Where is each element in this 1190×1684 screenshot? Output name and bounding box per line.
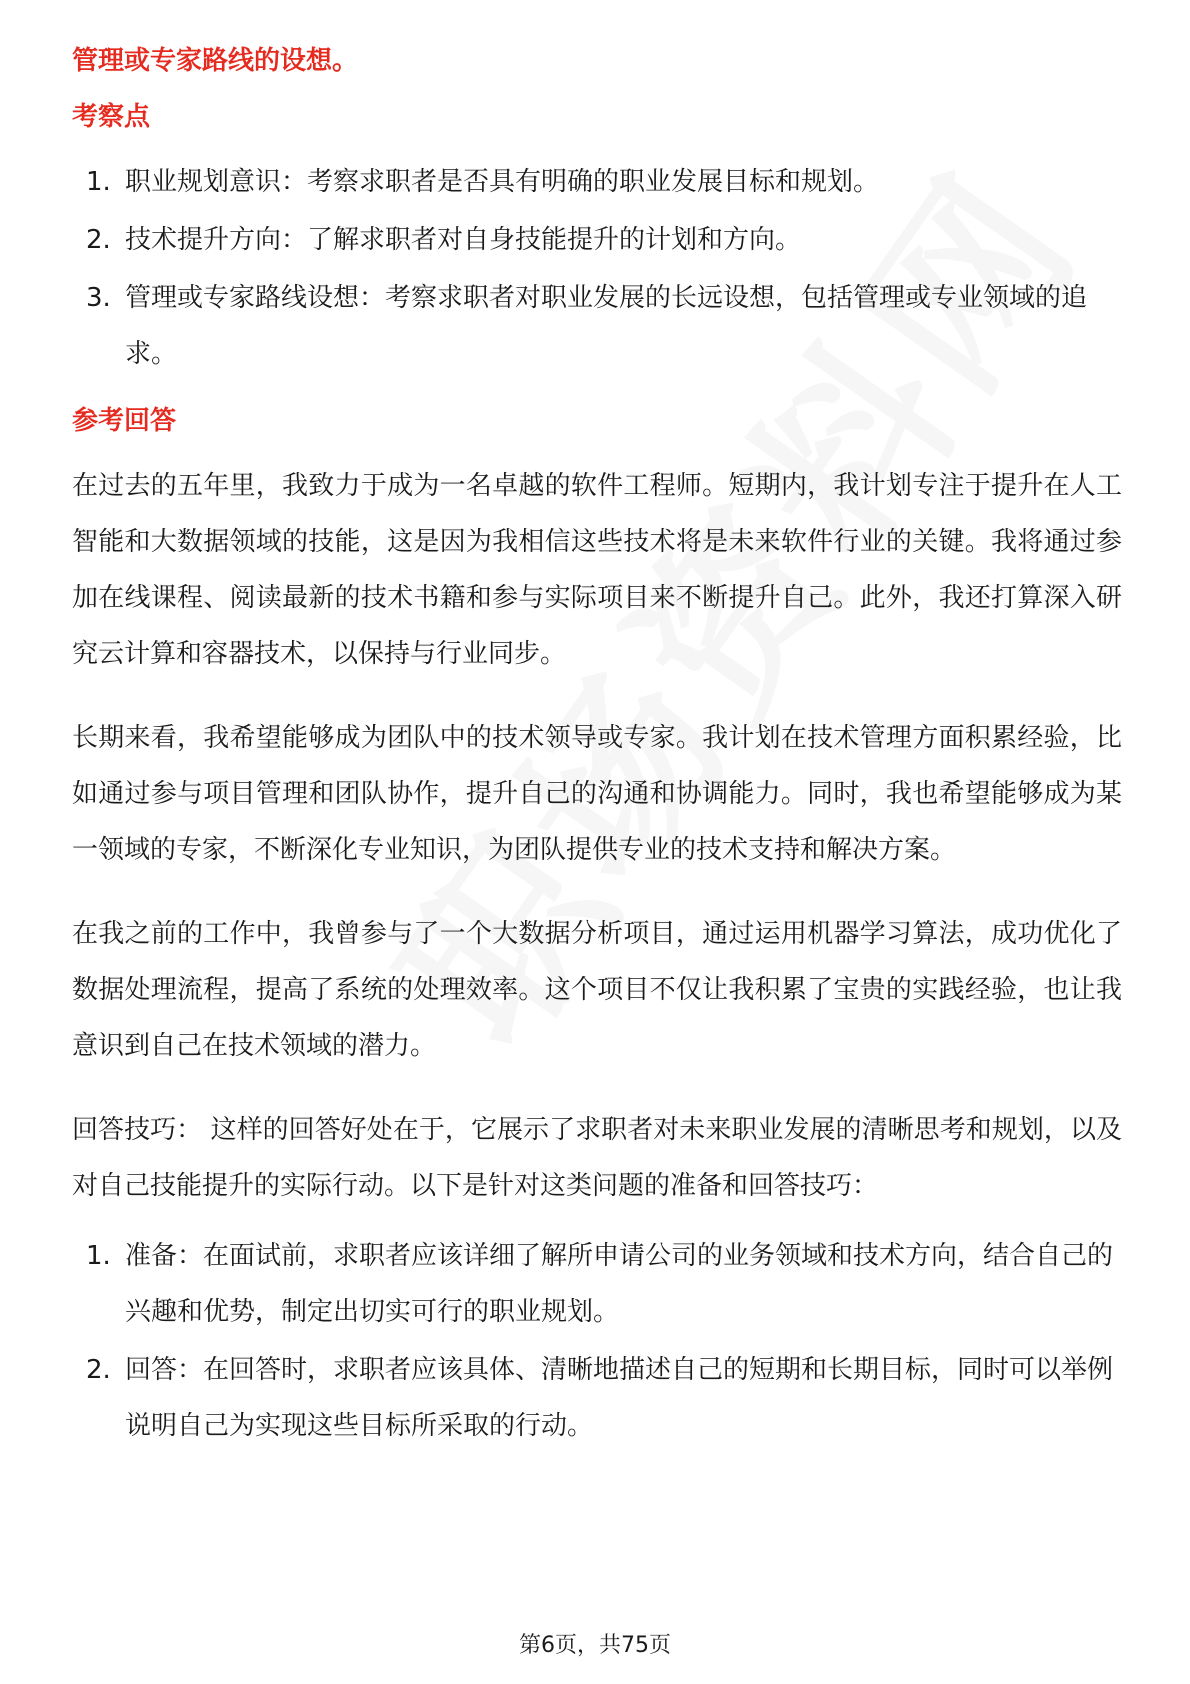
lead-line: 管理或专家路线的设想。	[72, 46, 359, 76]
answer-paragraph: 长期来看，我希望能够成为团队中的技术领导或专家。我计划在技术管理方面积累经验，比如通过参与项目管理和团队协作，提升自己的沟通和协调能力。同时，我也希望能够成为某一领域的专家，不断深化专业知识，为团队提供专业的技术支持和解决方案。	[72, 723, 1122, 865]
list-text: 职业规划意识：考察求职者是否具有明确的职业发展目标和规划。	[125, 167, 880, 197]
list-item	[72, 212, 1122, 268]
list-text: 技术提升方向：了解求职者对自身技能提升的计划和方向。	[125, 225, 802, 255]
list-number: 2.	[86, 225, 111, 255]
list-item	[72, 1342, 1122, 1454]
answer-heading: 参考回答	[72, 406, 177, 436]
list-number: 1.	[86, 167, 111, 197]
tips-list	[72, 1228, 1122, 1454]
list-item	[72, 1228, 1122, 1340]
list-text: 回答：在回答时，求职者应该具体、清晰地描述自己的短期和长期目标，同时可以举例说明自己为实现这些目标所采取的行动。	[125, 1355, 1114, 1441]
answer-paragraph: 在过去的五年里，我致力于成为一名卓越的软件工程师。短期内，我计划专注于提升在人工智能和大数据领域的技能，这是因为我相信这些技术将是未来软件行业的关键。我将通过参加在线课程、阅读最新的技术书籍和参与实际项目来不断提升自己。此外，我还打算深入研究云计算和容器技术，以保持与行业同步。	[72, 471, 1122, 669]
list-text: 管理或专家路线设想：考察求职者对职业发展的长远设想，包括管理或专业领域的追求。	[125, 283, 1088, 369]
document-page	[72, 40, 1122, 1456]
list-item	[72, 154, 1122, 210]
answer-paragraph: 在我之前的工作中，我曾参与了一个大数据分析项目，通过运用机器学习算法，成功优化了数据处理流程，提高了系统的处理效率。这个项目不仅让我积累了宝贵的实践经验，也让我意识到自己在技术领域的潜力。	[72, 919, 1122, 1061]
list-number: 3.	[86, 283, 111, 313]
assessment-list	[72, 154, 1122, 382]
list-text: 准备：在面试前，求职者应该详细了解所申请公司的业务领域和技术方向，结合自己的兴趣和优势，制定出切实可行的职业规划。	[125, 1241, 1114, 1327]
page-number: 第6页，共75页	[519, 1633, 671, 1658]
tips-intro: 回答技巧： 这样的回答好处在于，它展示了求职者对未来职业发展的清晰思考和规划，以及对自己技能提升的实际行动。以下是针对这类问题的准备和回答技巧：	[72, 1115, 1122, 1201]
list-item	[72, 270, 1122, 382]
list-number: 1.	[86, 1241, 111, 1271]
list-number: 2.	[86, 1355, 111, 1385]
assessment-heading: 考察点	[72, 102, 151, 132]
